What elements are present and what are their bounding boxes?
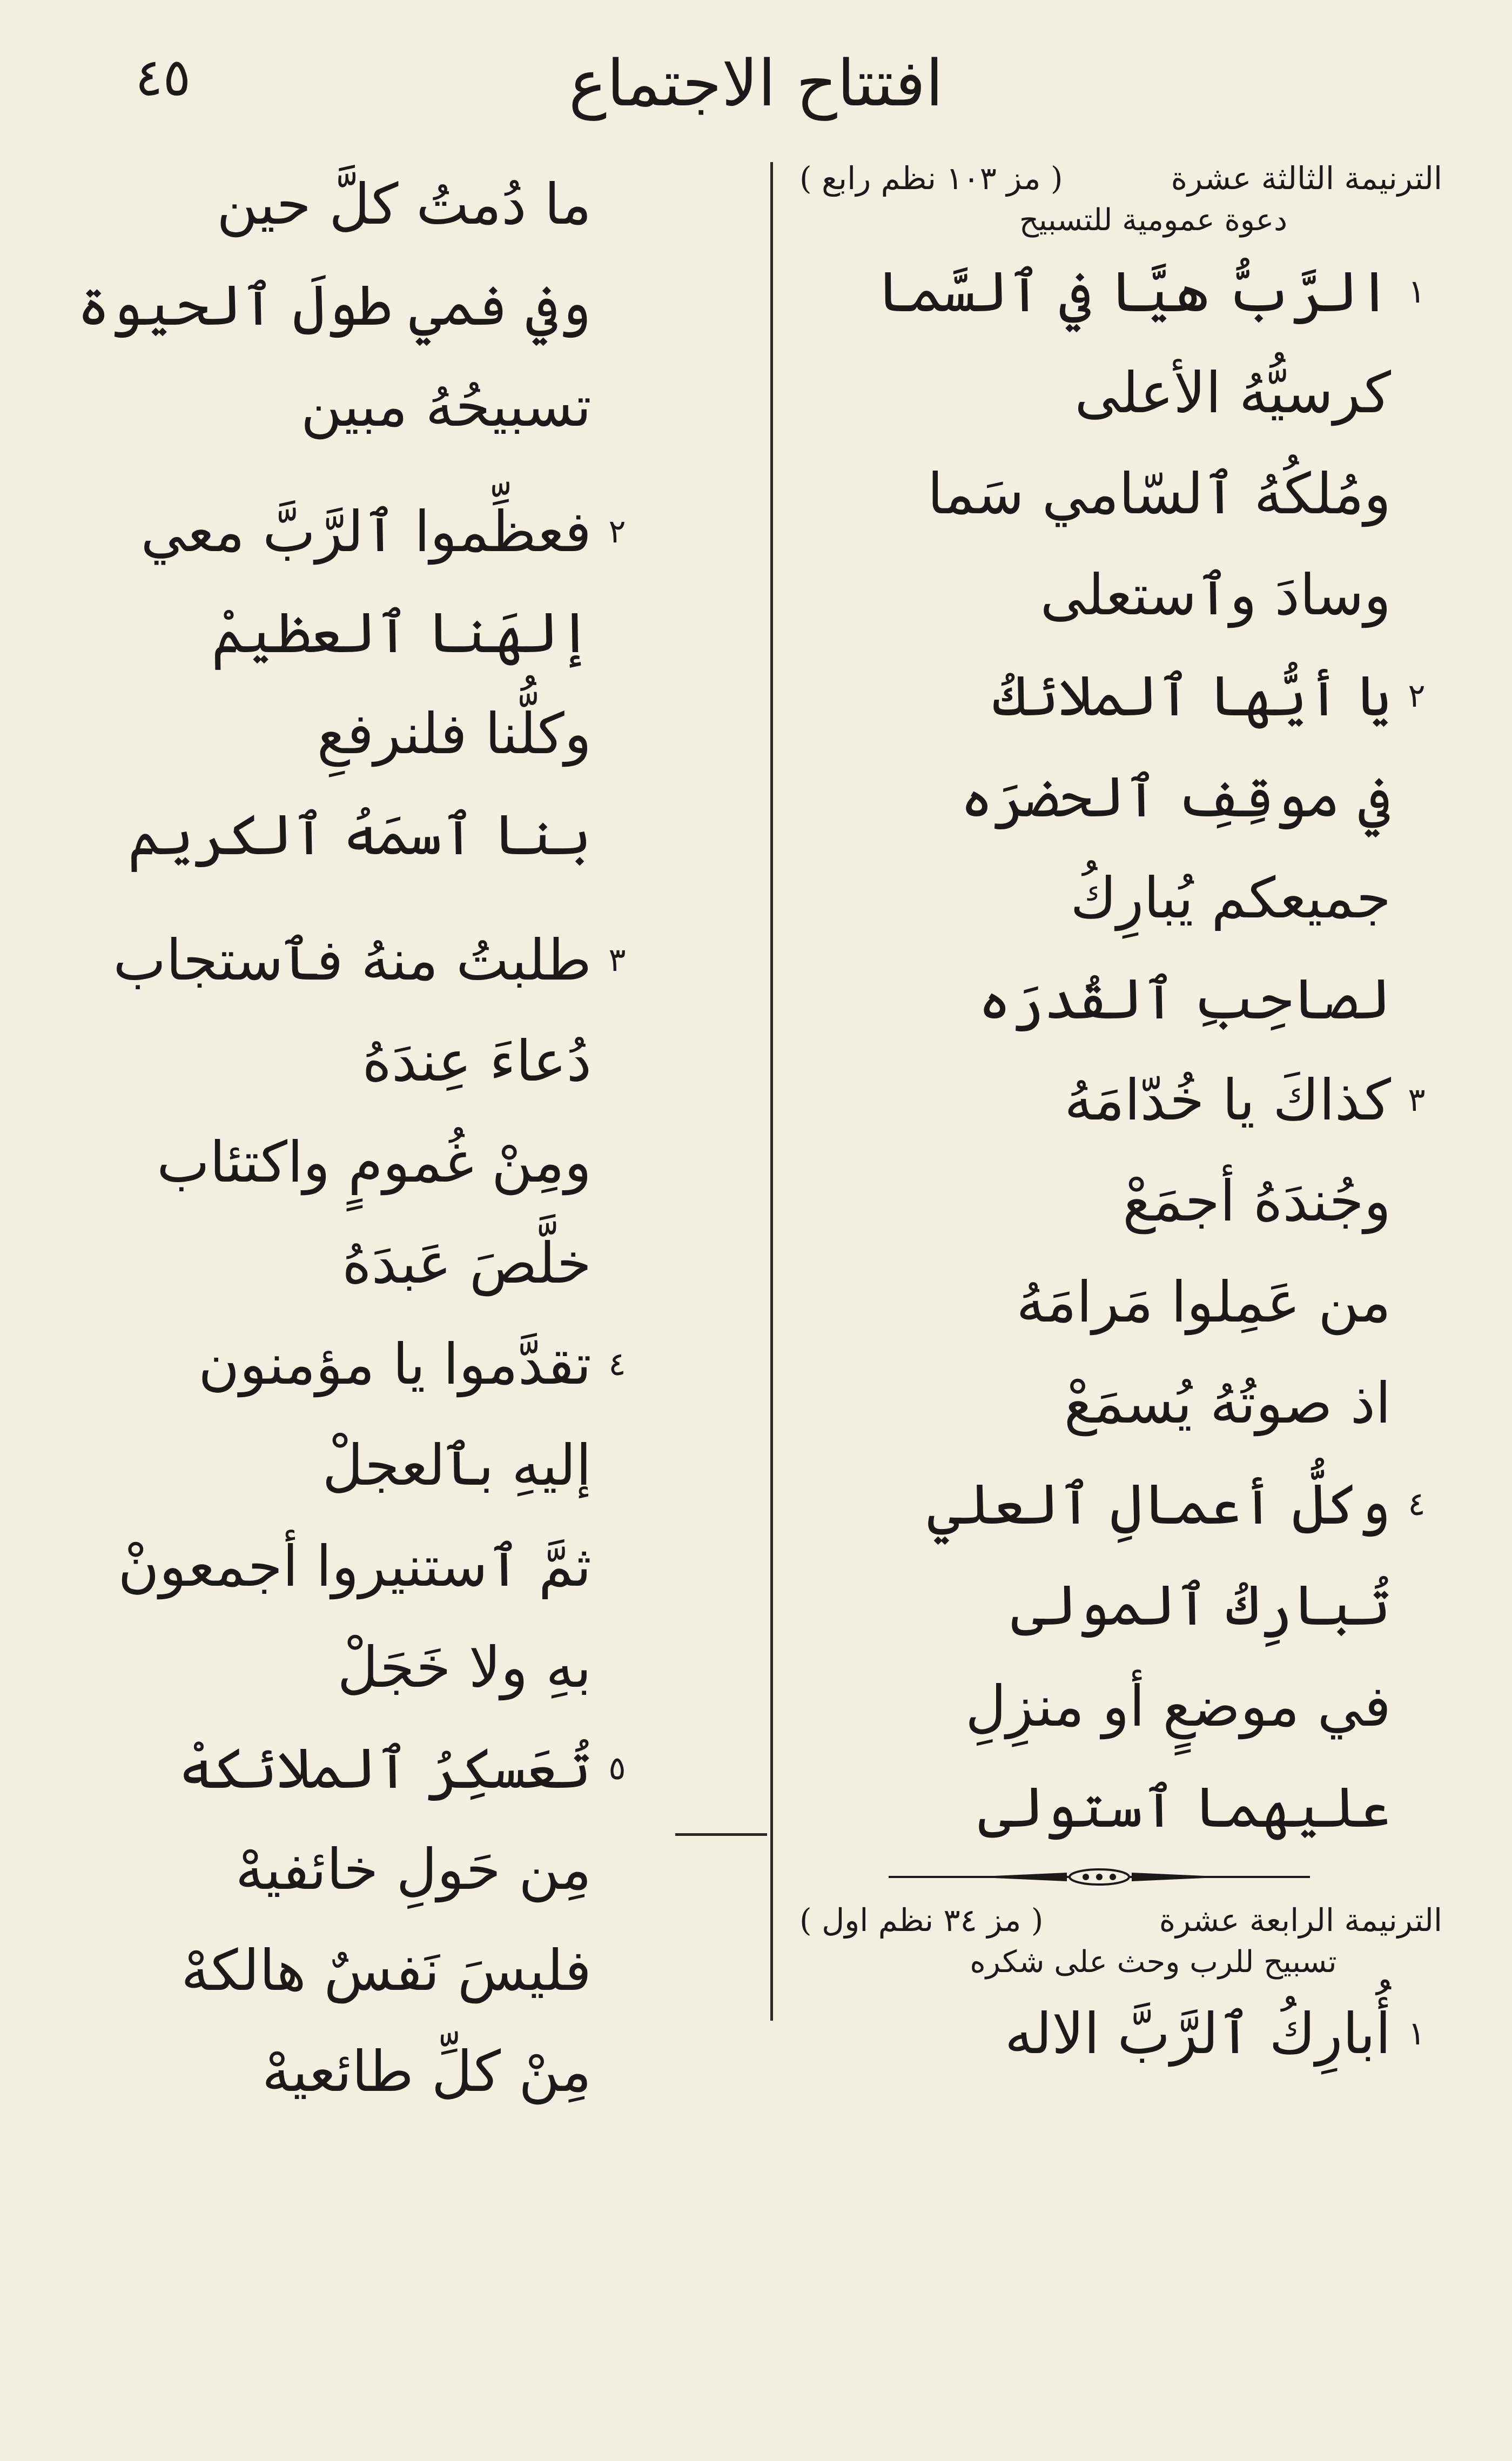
stanza-number: ٢ bbox=[608, 513, 626, 551]
stanza-number: ٤ bbox=[608, 1345, 626, 1383]
verse-text: فعظِّموا ٱلرَّبَّ معي bbox=[140, 498, 592, 565]
ornament-rule bbox=[799, 1858, 1399, 1896]
verse-text: كذاكَ يا خُدّامَهُ bbox=[1064, 1067, 1391, 1133]
stanza-number: ١ bbox=[1408, 273, 1426, 311]
verse-text: أُبارِكُ ٱلرَّبَّ الاله bbox=[1004, 2000, 1391, 2067]
verse-line bbox=[799, 1983, 1442, 2084]
verse-line: إليهِ بٱلعجلْ bbox=[322, 1432, 592, 1498]
stanza-number: ٤ bbox=[1408, 1485, 1426, 1523]
verse-line: اذ صوتُهُ يُسمَعْ bbox=[1064, 1370, 1391, 1436]
verse-line: ومُلكُهُ ٱلسّامي سَما bbox=[927, 460, 1391, 527]
stanza-number: ٢ bbox=[1408, 677, 1426, 715]
verse-text: يا أيُّها ٱلملائكُ bbox=[993, 662, 1391, 729]
verse-line: في موضعٍ أو منزِلِ bbox=[965, 1673, 1391, 1739]
verse-line: ما دُمتُ كلَّ حين bbox=[217, 171, 592, 237]
hymn-subtitle: دعوة عمومية للتسبيح bbox=[1019, 203, 1288, 238]
verse-text: تُعَسكِرُ ٱلملائكهْ bbox=[178, 1735, 592, 1801]
page-number: ٤٥ bbox=[135, 47, 191, 108]
verse-text: الرَّبُّ هيَّا في ٱلسَّما bbox=[876, 258, 1391, 325]
stanza-number: ٥ bbox=[608, 1749, 626, 1787]
verse-line: مِن حَولِ خائفيهْ bbox=[235, 1836, 592, 1902]
hymn-title: الترنيمة الثالثة عشرة bbox=[1171, 160, 1442, 197]
verse-line bbox=[113, 910, 643, 1011]
verse-line: خلَّصَ عَبدَهُ bbox=[342, 1230, 592, 1296]
verse-line bbox=[799, 646, 1442, 747]
verse-line: لصاحِبِ ٱلقُدرَه bbox=[978, 965, 1391, 1032]
verse-line: وفي فمي طولَ ٱلحيوة bbox=[77, 272, 592, 338]
verse-line: عليهما ٱستولى bbox=[978, 1774, 1391, 1840]
column-divider-short bbox=[675, 1833, 767, 1836]
stanza-number: ٣ bbox=[608, 941, 626, 979]
verse-line: ومِنْ غُمومٍ واكتئاب bbox=[157, 1129, 592, 1195]
verse-line bbox=[178, 1718, 643, 1819]
right-column bbox=[799, 154, 1442, 2084]
verse-line: تسبيحُهُ مبين bbox=[300, 373, 592, 439]
running-title: افتتاح الاجتماع bbox=[568, 46, 944, 120]
verse-line bbox=[799, 1454, 1442, 1555]
hymn-reference: ( مز ٣٤ نظم اول ) bbox=[799, 1902, 1044, 1939]
hymn-reference: ( مز ١٠٣ نظم رابع ) bbox=[799, 160, 1063, 197]
verse-line: مِنْ كلِّ طائعيهْ bbox=[262, 2038, 592, 2104]
column-divider bbox=[770, 162, 773, 2021]
verse-text: تقدَّموا يا مؤمنون bbox=[198, 1331, 592, 1397]
ornament-rule-icon bbox=[889, 1866, 1310, 1888]
verse-line: وسادَ وٱستعلى bbox=[1040, 561, 1391, 628]
verse-line bbox=[198, 1314, 643, 1415]
hymn-title: الترنيمة الرابعة عشرة bbox=[1159, 1902, 1442, 1939]
verse-line: جميعكم يُبارِكُ bbox=[1070, 864, 1391, 931]
verse-text: طلبتُ منهُ فٱستجاب bbox=[113, 927, 592, 993]
verse-line: بهِ ولا خَجَلْ bbox=[337, 1634, 592, 1700]
hymn-header bbox=[799, 154, 1442, 203]
verse-line: وكلُّنا فلنرفعِ bbox=[317, 700, 592, 767]
verse-line bbox=[799, 242, 1442, 343]
verse-line bbox=[799, 1050, 1442, 1151]
verse-line: تُبارِكُ ٱلمولى bbox=[1011, 1572, 1391, 1638]
left-column bbox=[77, 154, 643, 2122]
stanza-number: ٣ bbox=[1408, 1081, 1426, 1119]
verse-line: من عَمِلوا مَرامَهُ bbox=[1016, 1269, 1391, 1335]
verse-line: كرسيُّهُ الأعلى bbox=[1074, 359, 1391, 426]
hymn-subtitle: تسبيح للرب وحث على شكره bbox=[970, 1944, 1337, 1980]
hymn-header bbox=[799, 1896, 1442, 1944]
verse-line: بنا ٱسمَهُ ٱلكريم bbox=[127, 801, 592, 868]
verse-line: في موقِفِ ٱلحضرَه bbox=[960, 763, 1391, 830]
verse-line: دُعاءَ عِندَهُ bbox=[362, 1028, 592, 1094]
verse-line: إلهَنا ٱلعظيمْ bbox=[211, 599, 592, 666]
verse-line: فليسَ نَفسٌ هالكهْ bbox=[181, 1937, 592, 2003]
verse-text: وكلُّ أعمالِ ٱلعلي bbox=[927, 1471, 1391, 1537]
stanza-number: ١ bbox=[1408, 2015, 1426, 2053]
verse-line bbox=[140, 481, 643, 582]
verse-line: ثمَّ ٱستنيروا أجمعونْ bbox=[118, 1533, 592, 1599]
verse-line: وجُندَهُ أجمَعْ bbox=[1123, 1168, 1391, 1234]
